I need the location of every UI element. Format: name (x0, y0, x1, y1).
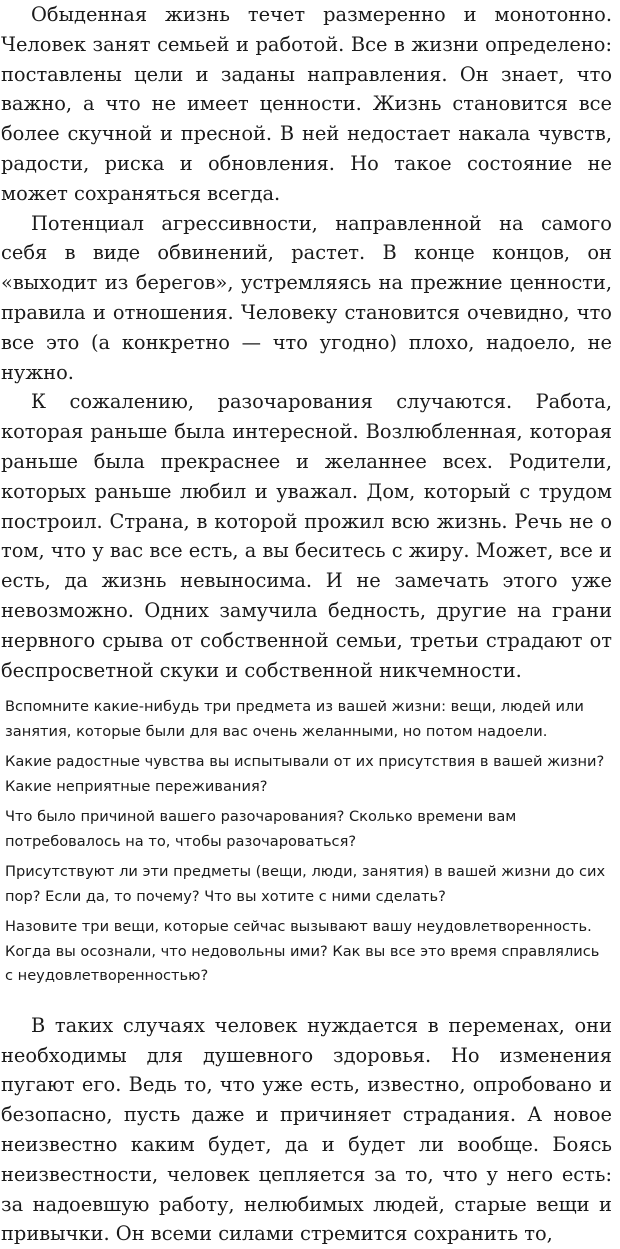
question-3: Что было причиной вашего разочарования? Сколько времени вам потребовалось на то, чтобы разочароваться? (5, 808, 517, 850)
paragraph-4: В таких случаях человек нуждается в переменах, они необходимы для душевного здоровья. Но изменения пугают его. Ведь то, что уже есть, известно, опробовано и безопасно, пусть даже и причиняет страдания. А новое неизвестно каким будет, да и будет ли вообще. Боясь неизвестности, человек цепляется за то, что у него есть: за надоевшую работу, нелюбимых людей, старые вещи и привычки. Он всеми силами стремится сохранить то, (1, 1013, 612, 1246)
question-5: Назовите три вещи, которые сейчас вызывают вашу неудовлетворенность. Когда вы осознали, что недовольны ими? Как вы все это время справлялись с неудовлетворенностью? (5, 918, 600, 985)
exercise-questions (1, 695, 612, 989)
paragraph-3: К сожалению, разочарования случаются. Работа, которая раньше была интересной. Возлюбленная, которая раньше была прекраснее и желаннее всех. Родители, которых раньше любил и уважал. Дом, который с трудом построил. Страна, в которой прожил всю жизнь. Речь не о том, что у вас все есть, а вы беситесь с жиру. Может, все и есть, да жизнь невыносима. И не замечать этого уже невозможно. Одних замучила бедность, другие на грани нервного срыва от собственной семьи, третьи страдают от беспросветной скуки и собственной никчемности. (1, 390, 612, 682)
paragraph-2: Потенциал агрессивности, направленной на самого себя в виде обвинений, растет. В конце концов, он «выходит из берегов», устремляясь на прежние ценности, правила и отношения. Человеку становится очевидно, что все это (а конкретно — что угодно) плохо, надоело, не нужно. (1, 211, 612, 384)
paragraph-1: Обыденная жизнь течет размеренно и монотонно. Человек занят семьей и работой. Все в жизни определено: поставлены цели и заданы направления. Он знает, что важно, а что не имеет ценности. Жизнь становится все более скучной и пресной. В ней недостает накала чувств, радости, риска и обновления. Но такое состояние не может сохраняться всегда. (1, 3, 612, 205)
question-2: Какие радостные чувства вы испытывали от их присутствия в вашей жизни? Какие неприятные переживания? (5, 753, 605, 795)
question-4: Присутствуют ли эти предметы (вещи, люди, занятия) в вашей жизни до сих пор? Если да, то почему? Что вы хотите с ними сделать? (5, 863, 606, 905)
question-1: Вспомните какие-нибудь три предмета из вашей жизни: вещи, людей или занятия, которые были для вас очень желанными, но потом надоели. (5, 698, 584, 740)
